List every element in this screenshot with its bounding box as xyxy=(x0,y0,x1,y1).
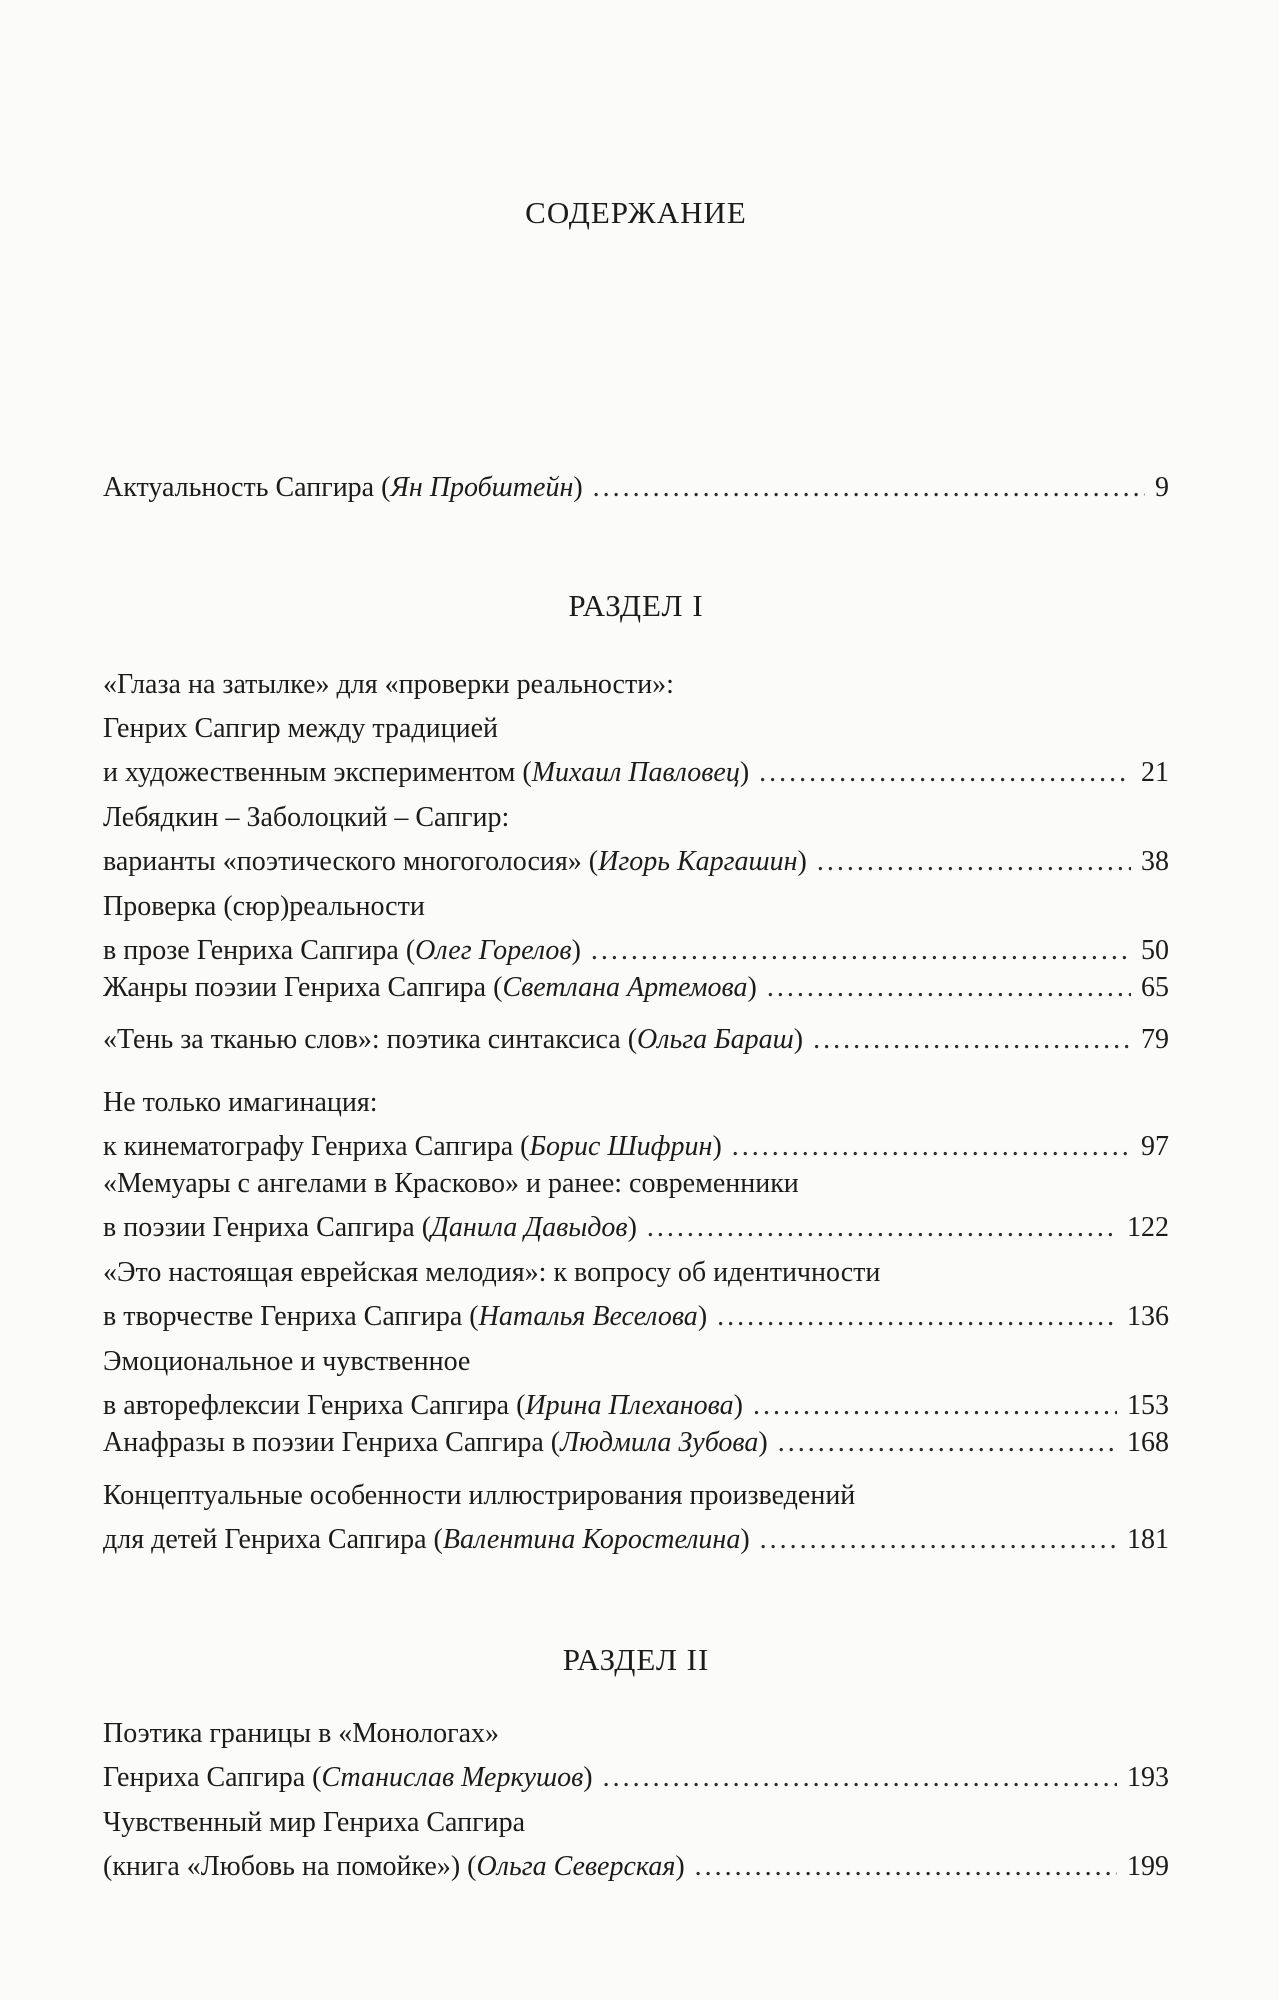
toc-entry-author: Ян Пробштейн xyxy=(390,472,574,503)
toc-entry-page: 193 xyxy=(1127,1762,1169,1793)
toc-entry-text: к кинематографу Генриха Сапгира (Борис Шифрин) xyxy=(103,1131,722,1162)
section-heading-2: РАЗДЕЛ II xyxy=(562,1642,710,1677)
toc-entry-author: Станислав Меркушов xyxy=(321,1762,584,1793)
page-title: СОДЕРЖАНИЕ xyxy=(525,195,747,230)
toc-page xyxy=(103,0,1169,2000)
toc-entry-page: 153 xyxy=(1127,1390,1169,1421)
section-heading-1: РАЗДЕЛ I xyxy=(568,588,704,623)
toc-entry[interactable] xyxy=(103,1474,1169,1562)
dot-leader xyxy=(817,840,1131,884)
toc-entry-text: для детей Генриха Сапгира (Валентина Коростелина) xyxy=(103,1524,750,1555)
toc-entry-last-line xyxy=(103,1295,1169,1339)
toc-entry-text: Жанры поэзии Генриха Сапгира (Светлана Артемова) xyxy=(103,972,757,1003)
toc-entry-text: Генриха Сапгира (Станислав Меркушов) xyxy=(103,1762,593,1793)
toc-entry-line: Эмоциональное и чувственное xyxy=(103,1346,471,1377)
toc-entry-page: 97 xyxy=(1141,1131,1169,1162)
toc-entry-line: «Глаза на затылке» для «проверки реальности»: xyxy=(103,669,674,700)
toc-entry-author: Людмила Зубова xyxy=(560,1427,759,1458)
toc-entry-line: «Мемуары с ангелами в Красково» и ранее: современники xyxy=(103,1168,799,1199)
dot-leader xyxy=(695,1845,1117,1889)
toc-entry-author: Ирина Плеханова xyxy=(525,1390,734,1421)
toc-entry-line: Генрих Сапгир между традицией xyxy=(103,713,498,744)
toc-entry[interactable] xyxy=(103,796,1169,884)
toc-entry-page: 181 xyxy=(1127,1524,1169,1555)
toc-entry-line: Чувственный мир Генриха Сапгира xyxy=(103,1807,525,1838)
toc-entry[interactable] xyxy=(103,1018,1169,1062)
toc-entry-author: Светлана Артемова xyxy=(502,972,748,1003)
toc-entry[interactable] xyxy=(103,885,1169,973)
dot-leader xyxy=(603,1756,1117,1800)
toc-entry-page: 136 xyxy=(1127,1301,1169,1332)
toc-entry[interactable] xyxy=(103,663,1169,795)
toc-entry-line: Лебядкин – Заболоцкий – Сапгир: xyxy=(103,802,510,833)
toc-entry[interactable] xyxy=(103,966,1169,1010)
toc-entry-last-line xyxy=(103,1421,1169,1465)
dot-leader xyxy=(759,751,1131,795)
toc-entry-line: Концептуальные особенности иллюстрирования произведений xyxy=(103,1480,856,1511)
dot-leader xyxy=(717,1295,1117,1339)
toc-entry-last-line xyxy=(103,751,1169,795)
dot-leader xyxy=(767,966,1131,1010)
toc-entry[interactable] xyxy=(103,1162,1169,1250)
toc-entry-text: (книга «Любовь на помойке») (Ольга Северская) xyxy=(103,1851,685,1882)
toc-entry-text: Анафразы в поэзии Генриха Сапгира (Людмила Зубова) xyxy=(103,1427,768,1458)
toc-entry-text: варианты «поэтического многоголосия» (Игорь Каргашин) xyxy=(103,846,807,877)
toc-entry[interactable] xyxy=(103,1712,1169,1800)
toc-entry-text: в прозе Генриха Сапгира (Олег Горелов) xyxy=(103,935,581,966)
toc-entry-last-line xyxy=(103,1756,1169,1800)
toc-entry-page: 50 xyxy=(1141,935,1169,966)
toc-entry-last-line xyxy=(103,966,1169,1010)
dot-leader xyxy=(813,1018,1131,1062)
toc-entry-author: Наталья Веселова xyxy=(478,1301,698,1332)
toc-entry-line: Не только имагинация: xyxy=(103,1087,378,1118)
toc-entry-last-line xyxy=(103,840,1169,884)
dot-leader xyxy=(778,1421,1117,1465)
toc-entry-last-line xyxy=(103,466,1169,510)
toc-entry-page: 9 xyxy=(1155,472,1169,503)
toc-entry-intro[interactable] xyxy=(103,466,1169,510)
toc-entry[interactable] xyxy=(103,1421,1169,1465)
toc-entry-text: в поэзии Генриха Сапгира (Данила Давыдов) xyxy=(103,1212,637,1243)
toc-entry[interactable] xyxy=(103,1251,1169,1339)
toc-entry[interactable] xyxy=(103,1340,1169,1428)
toc-entry-last-line xyxy=(103,1518,1169,1562)
toc-entry-author: Данила Давыдов xyxy=(431,1212,628,1243)
dot-leader xyxy=(647,1206,1117,1250)
toc-entry-page: 21 xyxy=(1141,757,1169,788)
toc-entry-page: 65 xyxy=(1141,972,1169,1003)
toc-entry-page: 168 xyxy=(1127,1427,1169,1458)
toc-entry-text: в авторефлексии Генриха Сапгира (Ирина Плеханова) xyxy=(103,1390,743,1421)
dot-leader xyxy=(593,466,1145,510)
toc-entry-author: Ольга Северская xyxy=(476,1851,676,1882)
toc-entry-page: 38 xyxy=(1141,846,1169,877)
toc-entry-line: Проверка (сюр)реальности xyxy=(103,891,425,922)
toc-entry-page: 79 xyxy=(1141,1024,1169,1055)
toc-entry[interactable] xyxy=(103,1081,1169,1169)
toc-entry-text: в творчестве Генриха Сапгира (Наталья Веселова) xyxy=(103,1301,708,1332)
toc-entry-text: и художественным экспериментом (Михаил Павловец) xyxy=(103,757,750,788)
dot-leader xyxy=(760,1518,1117,1562)
toc-entry-last-line xyxy=(103,1018,1169,1062)
toc-entry-last-line xyxy=(103,1845,1169,1889)
toc-entry-author: Олег Горелов xyxy=(415,935,572,966)
toc-entry-author: Игорь Каргашин xyxy=(598,846,798,877)
toc-entry-text: Актуальность Сапгира (Ян Пробштейн) xyxy=(103,472,583,503)
toc-entry-page: 122 xyxy=(1127,1212,1169,1243)
toc-entry-last-line xyxy=(103,1206,1169,1250)
toc-entry-text: «Тень за тканью слов»: поэтика синтаксиса (Ольга Бараш) xyxy=(103,1024,804,1055)
toc-entry-line: «Это настоящая еврейская мелодия»: к вопросу об идентичности xyxy=(103,1257,881,1288)
toc-entry-author: Валентина Коростелина xyxy=(442,1524,741,1555)
toc-entry-line: Поэтика границы в «Монологах» xyxy=(103,1718,500,1749)
toc-entry-author: Борис Шифрин xyxy=(529,1131,713,1162)
toc-entry-author: Михаил Павловец xyxy=(531,757,740,788)
toc-entry-page: 199 xyxy=(1127,1851,1169,1882)
toc-entry-author: Ольга Бараш xyxy=(637,1024,794,1055)
toc-entry[interactable] xyxy=(103,1801,1169,1889)
